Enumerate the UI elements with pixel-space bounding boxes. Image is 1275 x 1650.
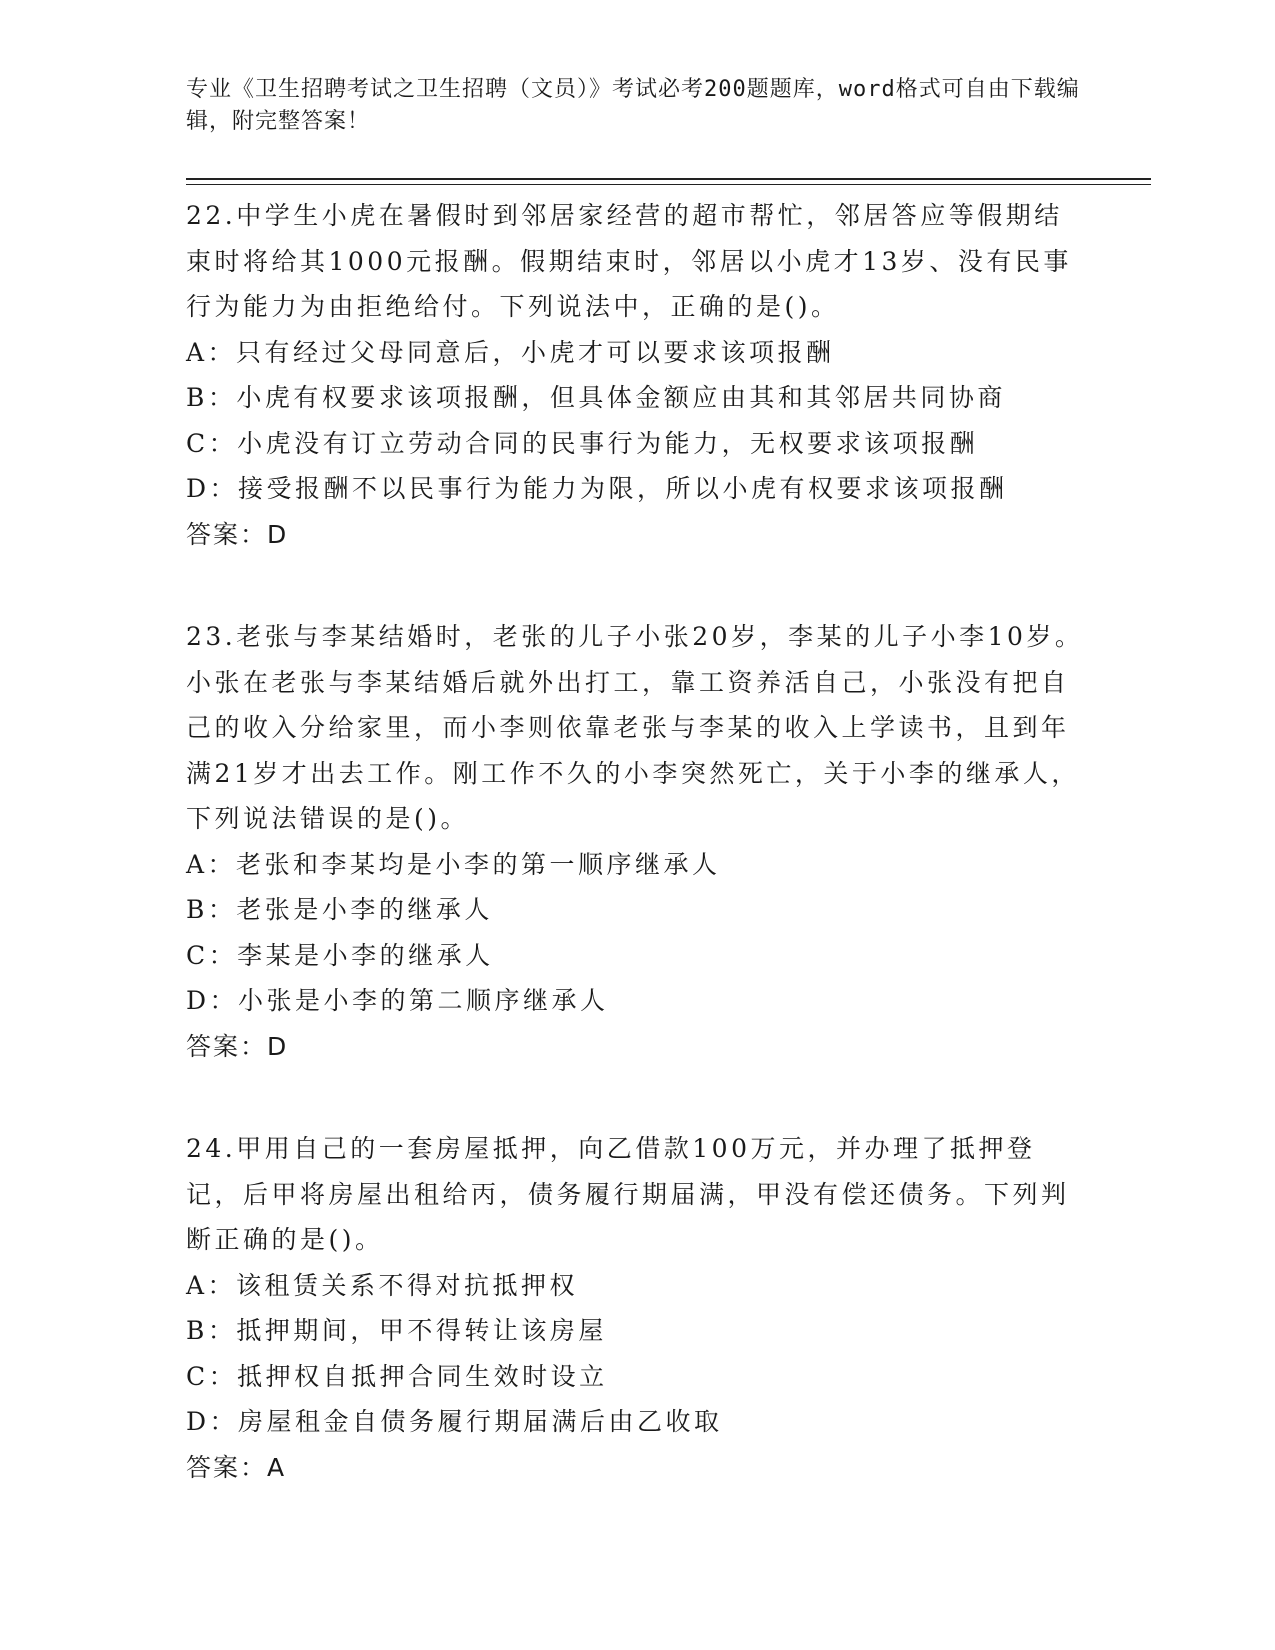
option-c: C：小虎没有订立劳动合同的民事行为能力，无权要求该项报酬 bbox=[186, 428, 979, 458]
option-b: B：老张是小李的继承人 bbox=[186, 895, 493, 924]
option-c: C：抵押权自抵押合同生效时设立 bbox=[186, 1361, 608, 1391]
option-b: B：小虎有权要求该项报酬，但具体金额应由其和其邻居共同协商 bbox=[186, 383, 1006, 412]
option-c: C：李某是小李的继承人 bbox=[186, 940, 494, 970]
question-24 bbox=[186, 1126, 1086, 1490]
question-23 bbox=[186, 614, 1086, 1069]
option-a: A：该租赁关系不得对抗抵押权 bbox=[186, 1270, 579, 1300]
answer-label: 答案：A bbox=[186, 1452, 287, 1482]
question-list bbox=[186, 193, 1086, 1547]
header-divider-top bbox=[186, 178, 1151, 180]
question-22 bbox=[186, 193, 1086, 557]
option-d: D：小张是小李的第二顺序继承人 bbox=[186, 986, 609, 1015]
answer-label: 答案：D bbox=[186, 519, 289, 549]
question-stem: 24.甲用自己的一套房屋抵押，向乙借款100万元，并办理了抵押登记，后甲将房屋出租给丙，债务履行期届满，甲没有偿还债务。下列判断正确的是()。 bbox=[186, 1134, 1070, 1254]
option-d: D：房屋租金自债务履行期届满后由乙收取 bbox=[186, 1407, 723, 1436]
option-a: A：老张和李某均是小李的第一顺序继承人 bbox=[186, 849, 721, 879]
question-stem: 22.中学生小虎在暑假时到邻居家经营的超市帮忙，邻居答应等假期结束时将给其1000元报酬。假期结束时，邻居以小虎才13岁、没有民事行为能力为由拒绝给付。下列说法中，正确的是()。 bbox=[186, 201, 1072, 321]
document-header: 专业《卫生招聘考试之卫生招聘（文员）》考试必考200题题库，word格式可自由下载编辑，附完整答案！ bbox=[186, 77, 1080, 134]
answer-label: 答案：D bbox=[186, 1031, 289, 1061]
header-divider-bottom bbox=[186, 184, 1151, 185]
option-b: B：抵押期间，甲不得转让该房屋 bbox=[186, 1316, 607, 1345]
question-stem: 23.老张与李某结婚时，老张的儿子小张20岁，李某的儿子小李10岁。小张在老张与李某结婚后就外出打工，靠工资养活自己，小张没有把自己的收入分给家里，而小李则依靠老张与李某的收入上学读书，且到年满21岁才出去工作。刚工作不久的小李突然死亡，关于小李的继承人，下列说法错误的是()。 bbox=[186, 622, 1084, 833]
option-a: A：只有经过父母同意后，小虎才可以要求该项报酬 bbox=[186, 337, 835, 367]
option-d: D：接受报酬不以民事行为能力为限，所以小虎有权要求该项报酬 bbox=[186, 474, 1008, 503]
